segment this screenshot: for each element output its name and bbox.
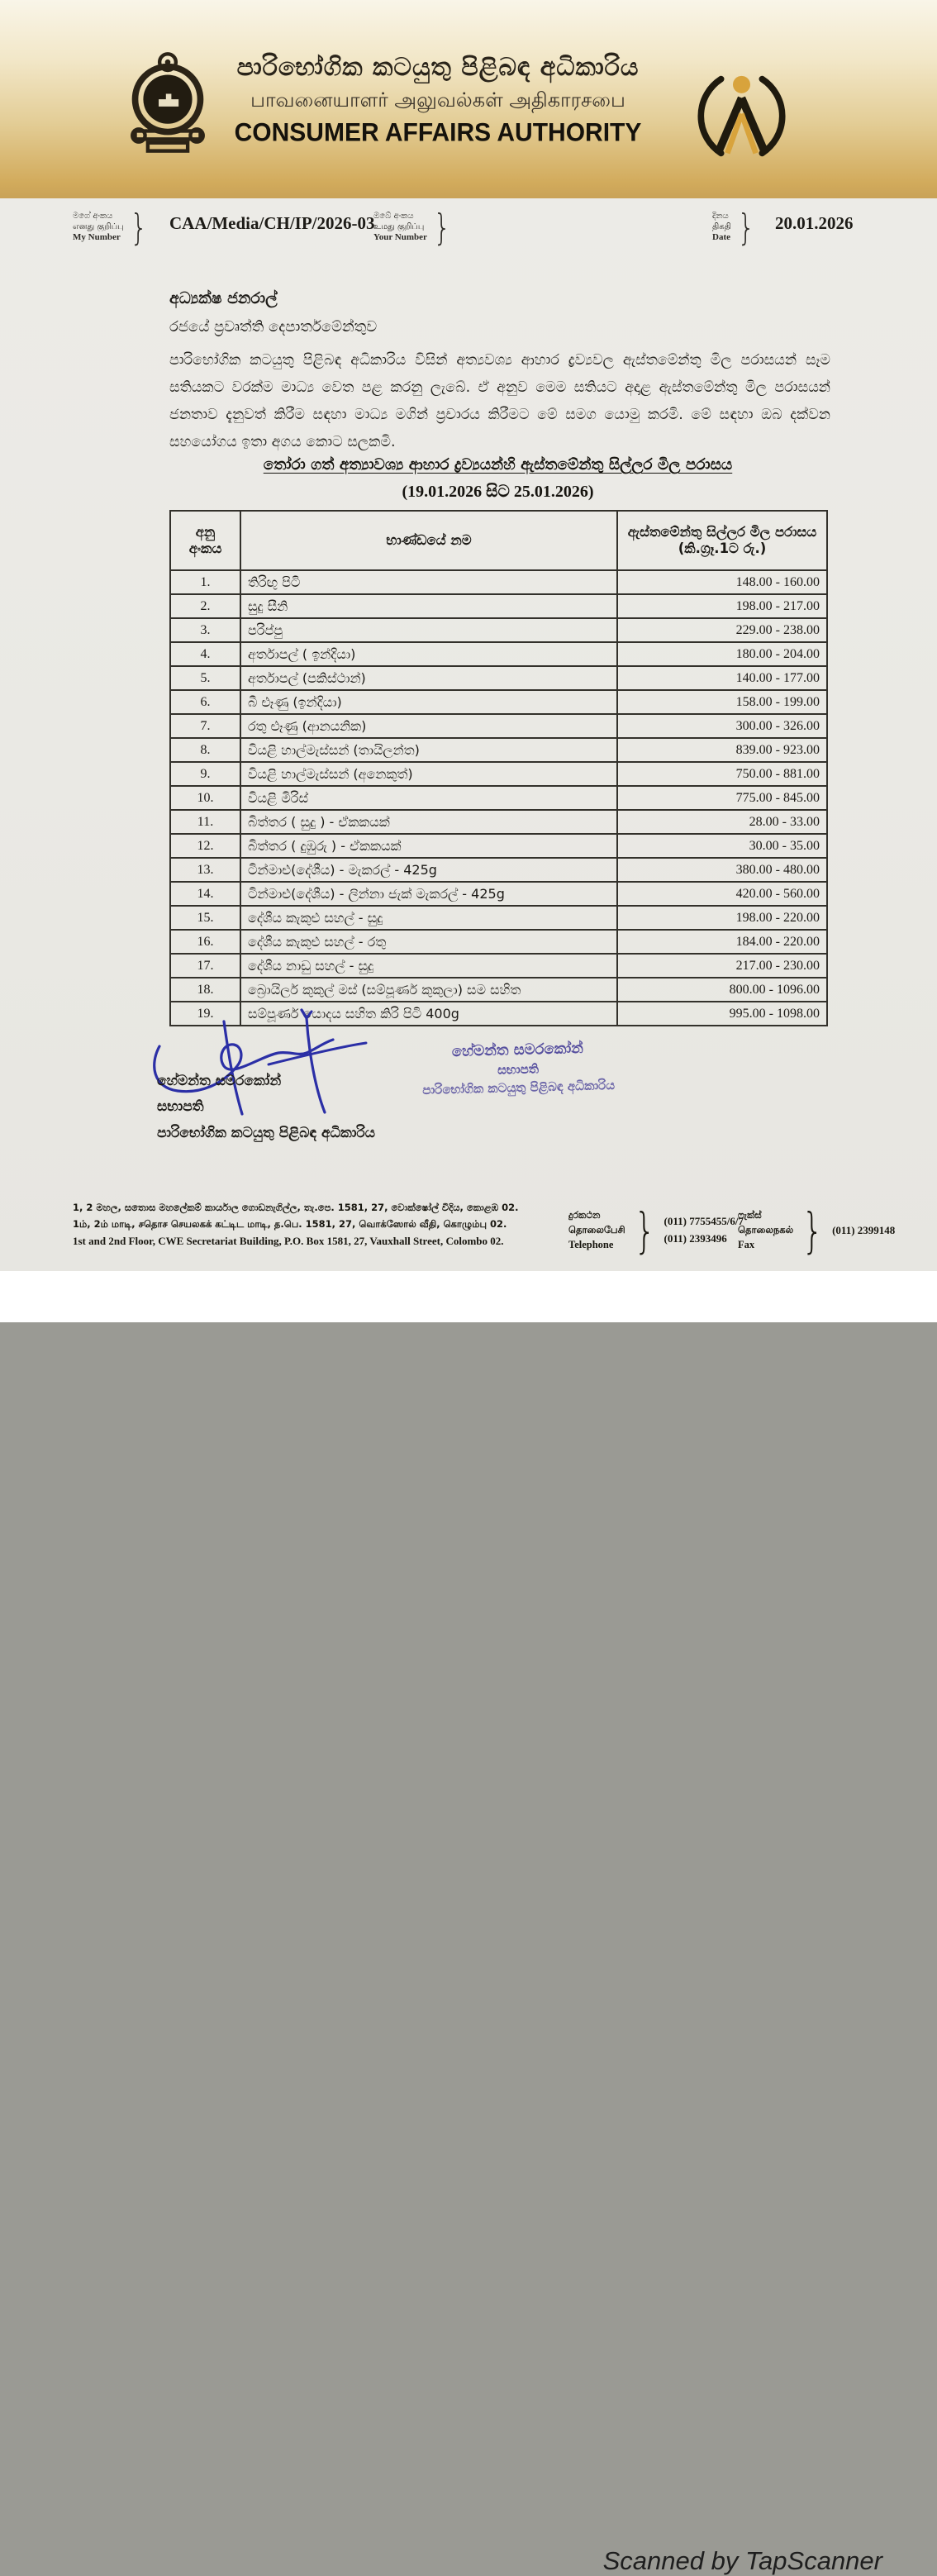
telephone-label-tamil: தொலைபேசி [568, 1223, 625, 1236]
row-price-range: 750.00 - 881.00 [617, 762, 827, 786]
table-row [170, 714, 827, 738]
row-price-range: 380.00 - 480.00 [617, 858, 827, 882]
row-item-name: බිත්තර ( සුදු ) - ඒකකයක් [240, 810, 617, 834]
brace-glyph: } [433, 207, 451, 249]
date-label-block [712, 207, 758, 249]
row-item-name: සම්පූර්ණ යොදය සහිත කිරි පිටි 400g [240, 1002, 617, 1026]
row-serial: 9. [170, 762, 240, 786]
caa-logo-icon [686, 73, 797, 163]
table-row [170, 930, 827, 954]
scanner-strip [0, 1271, 937, 2575]
row-serial: 3. [170, 618, 240, 642]
row-serial: 4. [170, 642, 240, 666]
table-body [170, 570, 827, 1026]
row-price-range: 420.00 - 560.00 [617, 882, 827, 906]
row-price-range: 140.00 - 177.00 [617, 666, 827, 690]
row-serial: 12. [170, 834, 240, 858]
date-label-sinhala: දිනය [712, 212, 729, 221]
table-row [170, 594, 827, 618]
signatory-name: හේමන්ත සමරකෝන් [157, 1073, 282, 1089]
row-serial: 14. [170, 882, 240, 906]
title-sinhala: පාරිභෝගික කටයුතු පිළිබඳ අධිකාරිය [236, 53, 640, 82]
stamp-name: හේමන්ත සමරකෝන් [451, 1039, 584, 1061]
fax-label-english: Fax [738, 1238, 755, 1250]
table-row [170, 810, 827, 834]
row-price-range: 995.00 - 1098.00 [617, 1002, 827, 1026]
row-item-name: බිත්තර ( දුඹුරු ) - ඒකකයක් [240, 834, 617, 858]
my-number-value: CAA/Media/CH/IP/2026-03 [169, 213, 375, 233]
brace-glyph: } [801, 1202, 824, 1259]
stamp-organization: පාරිභෝගික කටයුතු පිළිබඳ අධිකාරිය [421, 1077, 616, 1098]
table-date-range: (19.01.2026 සිට 25.01.2026) [402, 483, 594, 501]
my-number-label-english: My Number [73, 232, 121, 243]
row-item-name: වියළි මිරිස් [240, 786, 617, 810]
my-number-label-tamil: எனது குறிப்பு [73, 221, 124, 231]
letterhead-titles [207, 53, 669, 147]
table-row [170, 978, 827, 1002]
table-row [170, 666, 827, 690]
your-number-label-english: Your Number [373, 232, 427, 243]
address-tamil: 1ம், 2ம் மாடி, சதொச செயலகக் கட்டிட மாடி, த.பெ. 1581, 27, வொக்ஸோல் வீதி, கொழும்பு 02. [73, 1217, 507, 1230]
brace-glyph: } [634, 1202, 655, 1259]
title-english: CONSUMER AFFAIRS AUTHORITY [234, 118, 642, 147]
row-price-range: 300.00 - 326.00 [617, 714, 827, 738]
row-price-range: 180.00 - 204.00 [617, 642, 827, 666]
row-price-range: 775.00 - 845.00 [617, 786, 827, 810]
title-tamil: பாவனையாளர் அலுவல்கள் அதிகாரசபை [250, 88, 625, 112]
table-row [170, 738, 827, 762]
addressee-title: අධ්‍යක්ෂ ජනරාල් [169, 289, 278, 307]
row-serial: 11. [170, 810, 240, 834]
your-number-label-block [373, 207, 454, 249]
table-row [170, 618, 827, 642]
signatory-organization: පාරිභෝගික කටයුතු පිළිබඳ අධිකාරිය [157, 1124, 375, 1141]
chairman-stamp [381, 1036, 655, 1101]
row-item-name: තිරිඟු පිටි [240, 570, 617, 594]
footer-address-block [73, 1200, 519, 1250]
telephone-label-sinhala: දුරකථන [568, 1209, 601, 1221]
row-price-range: 198.00 - 217.00 [617, 594, 827, 618]
row-price-range: 148.00 - 160.00 [617, 570, 827, 594]
row-item-name: අර්තාපල් ( ඉන්දියා) [240, 642, 617, 666]
row-item-name: වියළි හාල්මැස්සන් (තායිලන්ත) [240, 738, 617, 762]
telephone-number-2: (011) 2393496 [664, 1232, 727, 1245]
row-serial: 1. [170, 570, 240, 594]
price-table [169, 510, 828, 1026]
row-price-range: 229.00 - 238.00 [617, 618, 827, 642]
row-serial: 13. [170, 858, 240, 882]
table-row [170, 882, 827, 906]
row-serial: 10. [170, 786, 240, 810]
sri-lanka-emblem-icon [122, 51, 213, 158]
row-item-name: ටින්මාළු(දේශීය) - ලින්නා ජැක් මැකරල් - 425g [240, 882, 617, 906]
date-label-tamil: திகதி [712, 221, 731, 231]
your-number-label-tamil: உமது குறிப்பு [373, 221, 425, 231]
telephone-block [568, 1202, 744, 1259]
fax-label-tamil: தொலைநகல் [738, 1223, 794, 1236]
my-number-label-sinhala: මගේ අංකය [73, 212, 113, 221]
col-header-serial: අනු අංකය [170, 511, 240, 570]
letterhead [0, 0, 937, 198]
row-price-range: 800.00 - 1096.00 [617, 978, 827, 1002]
signatory-designation: සභාපති [157, 1098, 204, 1116]
row-item-name: දේශීය නාඩු සහල් - සුදු [240, 954, 617, 978]
row-item-name: බී ළූණු (ඉන්දියා) [240, 690, 617, 714]
col-header-price: ඇස්තමේන්තු සිල්ලර මිල පරාසය (කි.ග්‍රෑ.1ට රු.) [617, 511, 827, 570]
row-serial: 17. [170, 954, 240, 978]
row-price-range: 198.00 - 220.00 [617, 906, 827, 930]
table-row [170, 762, 827, 786]
table-row [170, 570, 827, 594]
row-price-range: 217.00 - 230.00 [617, 954, 827, 978]
col-header-item: භාණ්ඩයේ නම [240, 511, 617, 570]
table-row [170, 642, 827, 666]
row-serial: 16. [170, 930, 240, 954]
table-row [170, 858, 827, 882]
address-english: 1st and 2nd Floor, CWE Secretariat Building, P.O. Box 1581, 27, Vauxhall Street, Colombo 02. [73, 1235, 504, 1248]
table-row [170, 906, 827, 930]
row-serial: 2. [170, 594, 240, 618]
row-item-name: සුදු සීනි [240, 594, 617, 618]
scanner-watermark: Scanned by TapScanner [602, 2546, 882, 2575]
brace-glyph: } [737, 207, 755, 249]
your-number-label-sinhala: ඔබේ අංකය [373, 212, 414, 221]
row-item-name: ටින්මාළු(දේශීය) - මැකරල් - 425g [240, 858, 617, 882]
my-number-label-block [73, 207, 150, 249]
stamp-designation: සභාපති [497, 1061, 540, 1078]
brace-glyph: } [130, 207, 148, 249]
fax-block [738, 1202, 895, 1259]
row-price-range: 839.00 - 923.00 [617, 738, 827, 762]
letter-body-paragraph: පාරිභෝගික කටයුතු පිළිබඳ අධිකාරිය විසින් අත්‍යවශ්‍ය ආහාර ද්‍රව්‍යවල ඇස්තමේන්තු මිල පරාසයන් සෑම සතියකට වරක්ම මාධ්‍ය වෙත පළ කරනු ලැබේ. ඒ අනුව මෙම සතියට අදාළ ඇස්තමේන්තු මිල පරාසයන් ජනතාව දැනුවත් කිරීම සඳහා මාධ්‍ය මගින් ප්‍රචාරය කිරීමට මේ සමග යොමු කරමි. මේ සඳහා ඔබ දක්වන සහයෝගය ඉතා අගය කොට සලකමි. [169, 352, 830, 450]
address-sinhala: 1, 2 මහල, සතොස මහලේකම් කාර්යාල ගොඩනැගිල්ල, තැ.පෙ. 1581, 27, වොක්ෂෝල් වීදිය, කොළඹ 02. [73, 1202, 519, 1213]
row-serial: 7. [170, 714, 240, 738]
row-serial: 5. [170, 666, 240, 690]
row-serial: 19. [170, 1002, 240, 1026]
row-item-name: රතු ළූණු (ආනයනික) [240, 714, 617, 738]
row-item-name: පරිප්පු [240, 618, 617, 642]
row-item-name: අර්තාපල් (පකිස්ථාන්) [240, 666, 617, 690]
table-row [170, 690, 827, 714]
table-row [170, 954, 827, 978]
signatory-block [157, 1069, 375, 1146]
row-item-name: දේශීය කැකුළු සහල් - සුදු [240, 906, 617, 930]
row-item-name: බ්‍රොයිලර් කුකුල් මස් (සම්පූර්ණ කුකුලා) සම සහිත [240, 978, 617, 1002]
row-price-range: 158.00 - 199.00 [617, 690, 827, 714]
table-row [170, 834, 827, 858]
date-label-english: Date [712, 232, 730, 243]
row-item-name: වියළි හාල්මැස්සන් (අනෙකුත්) [240, 762, 617, 786]
date-value: 20.01.2026 [775, 213, 854, 233]
table-title: තෝරා ගත් අත්‍යාවශ්‍ය ආහාර ද්‍රව්‍යයන්හි ඇස්තමේන්තු සිල්ලර මිල පරාසය [263, 456, 733, 474]
row-serial: 8. [170, 738, 240, 762]
row-price-range: 184.00 - 220.00 [617, 930, 827, 954]
table-header-row [170, 511, 827, 570]
telephone-label-english: Telephone [568, 1238, 614, 1250]
addressee-block [169, 289, 377, 336]
fax-label-sinhala: ෆැක්ස් [738, 1209, 762, 1221]
row-serial: 15. [170, 906, 240, 930]
table-row [170, 786, 827, 810]
addressee-department: රජයේ ප්‍රවෘත්ති දෙපාර්තමේන්තුව [169, 318, 378, 336]
telephone-number-1: (011) 7755455/6/7 [664, 1215, 744, 1228]
fax-number: (011) 2399148 [832, 1223, 896, 1236]
row-price-range: 30.00 - 35.00 [617, 834, 827, 858]
row-item-name: දේශීය කැකුළු සහල් - රතු [240, 930, 617, 954]
row-serial: 18. [170, 978, 240, 1002]
row-price-range: 28.00 - 33.00 [617, 810, 827, 834]
row-serial: 6. [170, 690, 240, 714]
